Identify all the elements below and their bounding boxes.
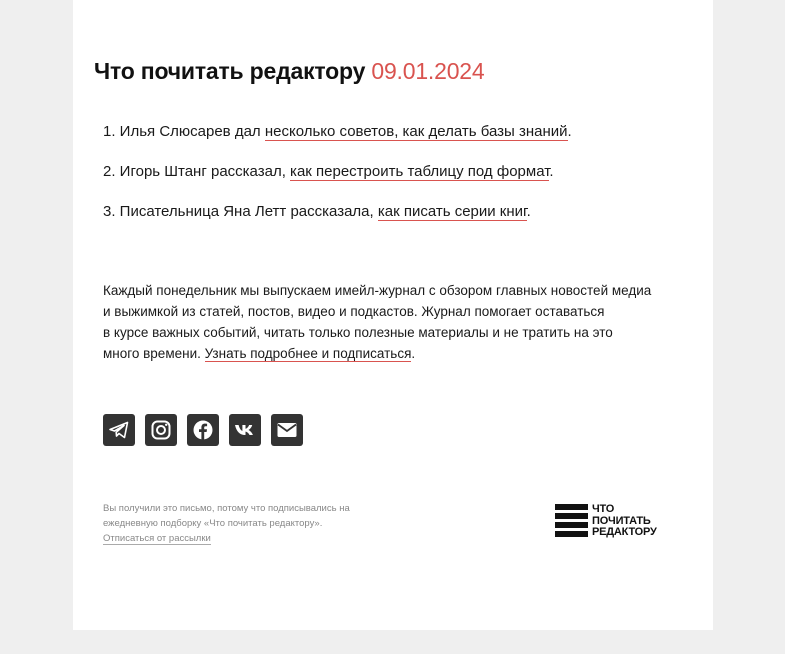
about-line: Каждый понедельник мы выпускаем имейл-журнал с обзором главных новостей медиа: [103, 283, 652, 298]
footer-text: [103, 501, 393, 546]
email-button[interactable]: [271, 414, 303, 446]
article-link-book-series[interactable]: как писать серии книг: [377, 203, 527, 220]
article-link-knowledge-bases[interactable]: несколько советов, как делать базы знаний: [264, 123, 568, 140]
about-line: в курсе важных событий, читать только полезные материалы и не тратить на это: [103, 325, 613, 340]
issue-date: 09.01.2024: [371, 58, 485, 84]
about-suffix: .: [411, 346, 416, 361]
unsubscribe-link[interactable]: Отписаться от рассылки: [103, 533, 211, 544]
about-line: и выжимкой из статей, постов, видео и подкастов. Журнал помогает оставаться: [103, 304, 605, 319]
vk-button[interactable]: [229, 414, 261, 446]
item-suffix: .: [567, 123, 572, 140]
item-suffix: .: [526, 203, 531, 220]
about-line: много времени.: [103, 346, 205, 361]
list-item: [103, 162, 572, 202]
item-text: 3. Писательница Яна Летт рассказала,: [103, 203, 378, 220]
item-suffix: .: [549, 163, 554, 180]
logo-line: ПОЧИТАТЬ: [592, 514, 651, 527]
article-link-table-format[interactable]: как перестроить таблицу под формат: [290, 163, 550, 180]
logo-line: РЕДАКТОРУ: [592, 526, 657, 538]
title-text: Что почитать редактору: [94, 58, 366, 84]
item-text: 2. Игорь Штанг рассказал,: [103, 163, 291, 180]
telegram-icon: [107, 418, 131, 442]
instagram-icon: [149, 418, 173, 442]
vk-icon: [233, 418, 257, 442]
footer-line: Вы получили это письмо, потому что подписывались на: [103, 503, 350, 514]
brand-logo[interactable]: [555, 504, 657, 539]
email-icon: [275, 418, 299, 442]
email-card: [73, 0, 713, 630]
logo-text: [592, 504, 657, 539]
facebook-button[interactable]: [187, 414, 219, 446]
list-item: [103, 122, 572, 162]
about-paragraph: [103, 280, 693, 364]
item-text: 1. Илья Слюсарев дал: [103, 123, 265, 140]
instagram-button[interactable]: [145, 414, 177, 446]
telegram-button[interactable]: [103, 414, 135, 446]
footer-line: ежедневную подборку «Что почитать редактору».: [103, 518, 323, 529]
social-links: [103, 414, 303, 446]
subscribe-link[interactable]: Узнать подробнее и подписаться: [204, 346, 412, 361]
list-item: [103, 202, 572, 242]
page-title: [94, 58, 485, 85]
logo-line: ЧТО: [592, 503, 615, 515]
article-list: [103, 122, 572, 242]
facebook-icon: [191, 418, 215, 442]
logo-mark-icon: [555, 504, 588, 537]
